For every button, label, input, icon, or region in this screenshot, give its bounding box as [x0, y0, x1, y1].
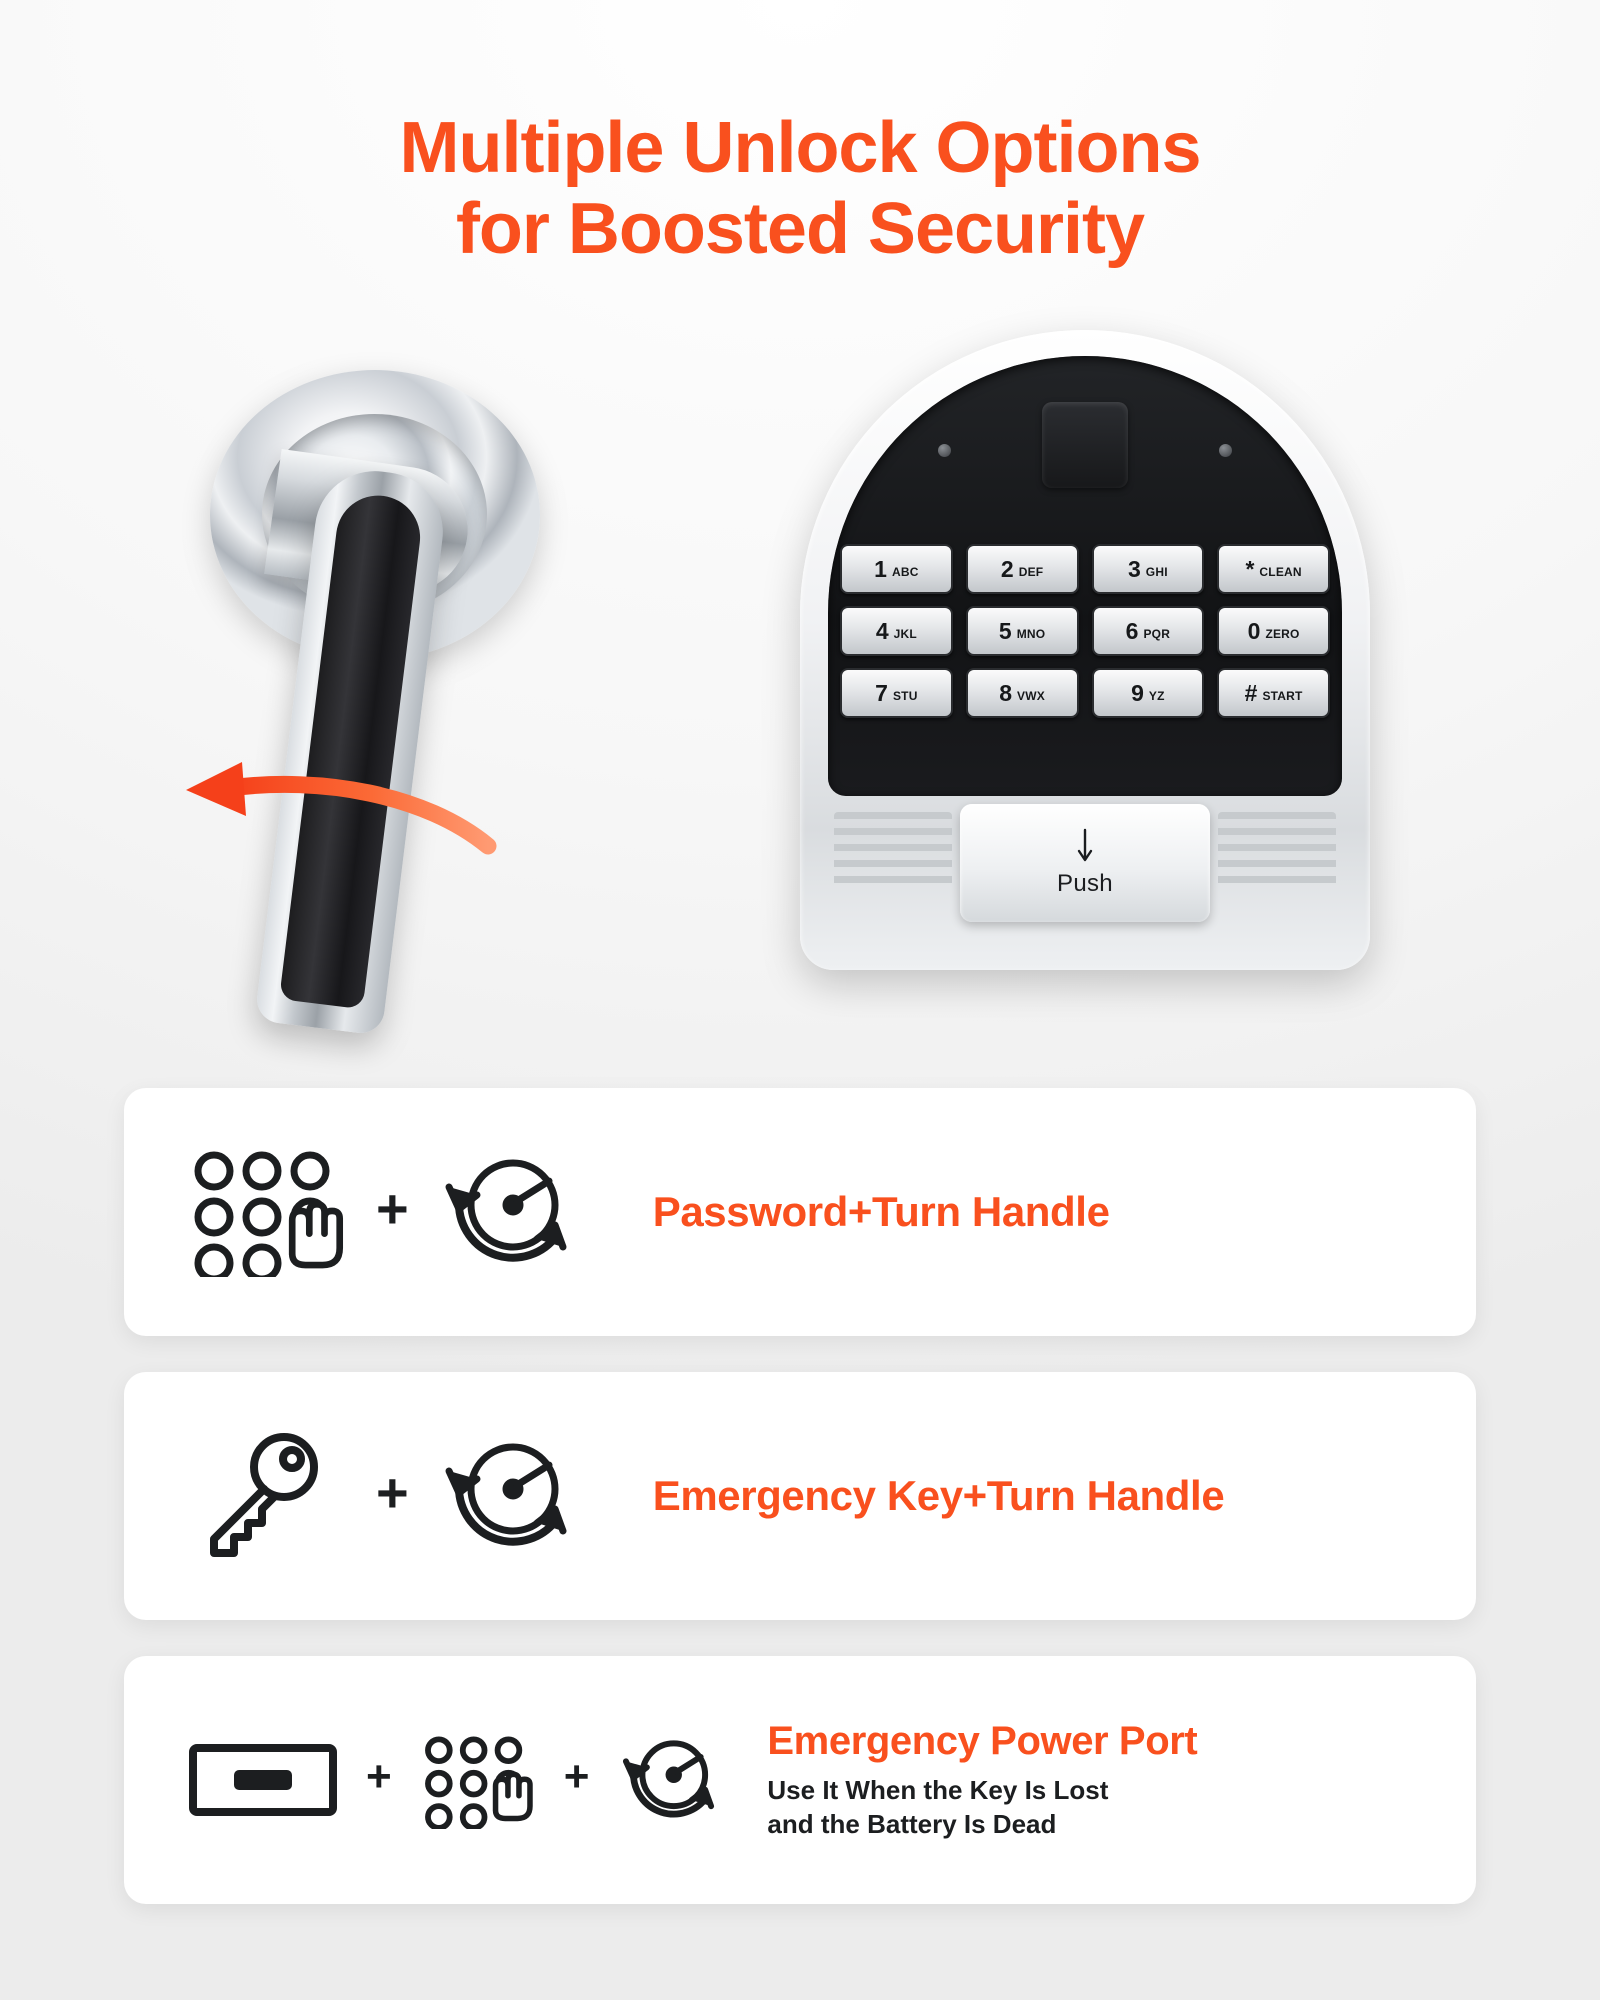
key-letters: STU [892, 688, 918, 703]
headline-line-1: Multiple Unlock Options [399, 108, 1201, 188]
keypad-key[interactable] [840, 668, 953, 718]
keypad-dots-icon [420, 1731, 536, 1829]
key-number: 1 [874, 555, 887, 582]
keypad-key[interactable] [1092, 544, 1205, 594]
keypad-lower-panel [828, 804, 1342, 944]
key-letters: MNO [1016, 626, 1046, 641]
vent-left [834, 812, 952, 890]
keypad-lock-illustration [800, 330, 1370, 970]
indicator-led-right-icon [1219, 444, 1232, 457]
keypad-key[interactable] [1092, 606, 1205, 656]
turn-handle-icon [617, 1731, 729, 1829]
card-title: Emergency Power Port [767, 1718, 1198, 1763]
key-number: 3 [1128, 555, 1141, 582]
key-number: 2 [1000, 555, 1014, 582]
usb-power-port-icon [188, 1743, 338, 1817]
card-subtitle [767, 1773, 1197, 1842]
keypad-key-start[interactable] [1217, 668, 1330, 718]
feature-card-emergency-key-turn-handle [124, 1372, 1476, 1620]
plus-separator: + [376, 1461, 409, 1524]
keypad-dots-icon [188, 1147, 348, 1277]
indicator-led-left-icon [938, 444, 951, 457]
push-button[interactable] [960, 804, 1210, 922]
icon-row [188, 1147, 587, 1277]
keypad-display [1042, 402, 1128, 488]
card-subtitle-line-1: Use It When the Key Is Lost [767, 1774, 1109, 1805]
key-letters: START [1262, 688, 1303, 703]
turn-direction-arrow-icon [170, 750, 530, 890]
keypad-grid[interactable] [840, 544, 1330, 718]
key-number: 4 [875, 617, 889, 644]
key-letters: ZERO [1265, 626, 1300, 641]
push-button-label: Push [1057, 870, 1113, 897]
plus-separator: + [376, 1177, 409, 1240]
feature-card-emergency-power-port [124, 1656, 1476, 1904]
page-title [0, 108, 1600, 271]
key-icon [188, 1431, 348, 1561]
vent-right [1218, 812, 1336, 890]
key-letters: DEF [1018, 564, 1044, 579]
key-letters: JKL [893, 626, 917, 641]
card-text-block [767, 1719, 1197, 1842]
key-number: 7 [875, 679, 888, 706]
card-title: Emergency Key+Turn Handle [652, 1471, 1225, 1519]
keypad-key[interactable] [966, 606, 1079, 656]
keypad-key-zero[interactable] [1217, 606, 1330, 656]
key-number: 5 [998, 617, 1012, 644]
keypad-key[interactable] [840, 606, 953, 656]
card-title: Password+Turn Handle [652, 1187, 1110, 1235]
card-subtitle-line-2: and the Battery Is Dead [767, 1809, 1057, 1839]
key-letters: PQR [1143, 626, 1171, 641]
key-number: 6 [1125, 617, 1139, 644]
key-number: # [1244, 679, 1258, 706]
key-number: 9 [1131, 679, 1144, 706]
card-text-block [653, 1189, 1110, 1235]
keypad-key[interactable] [840, 544, 953, 594]
key-number: 8 [999, 679, 1013, 706]
card-text-block [653, 1473, 1225, 1519]
safe-handle-illustration [180, 350, 640, 1070]
key-letters: CLEAN [1259, 564, 1302, 579]
icon-row [188, 1731, 729, 1829]
plus-separator: + [563, 1752, 590, 1801]
keypad-key[interactable] [1092, 668, 1205, 718]
keypad-key[interactable] [966, 668, 1079, 718]
plus-separator: + [366, 1752, 392, 1801]
key-letters: GHI [1145, 564, 1168, 579]
hero-product-image [0, 330, 1600, 1070]
icon-row [188, 1431, 587, 1561]
key-letters: ABC [891, 564, 919, 579]
turn-handle-icon [437, 1147, 587, 1277]
down-arrow-icon [1075, 828, 1095, 868]
key-letters: YZ [1148, 688, 1165, 703]
turn-handle-icon [437, 1431, 587, 1561]
keypad-key-clean[interactable] [1217, 544, 1330, 594]
key-letters: VWX [1017, 688, 1045, 703]
keypad-key[interactable] [966, 544, 1079, 594]
feature-card-password-turn-handle [124, 1088, 1476, 1336]
key-number: 0 [1247, 617, 1261, 644]
key-number: * [1245, 555, 1255, 582]
headline-line-2: for Boosted Security [455, 189, 1145, 270]
